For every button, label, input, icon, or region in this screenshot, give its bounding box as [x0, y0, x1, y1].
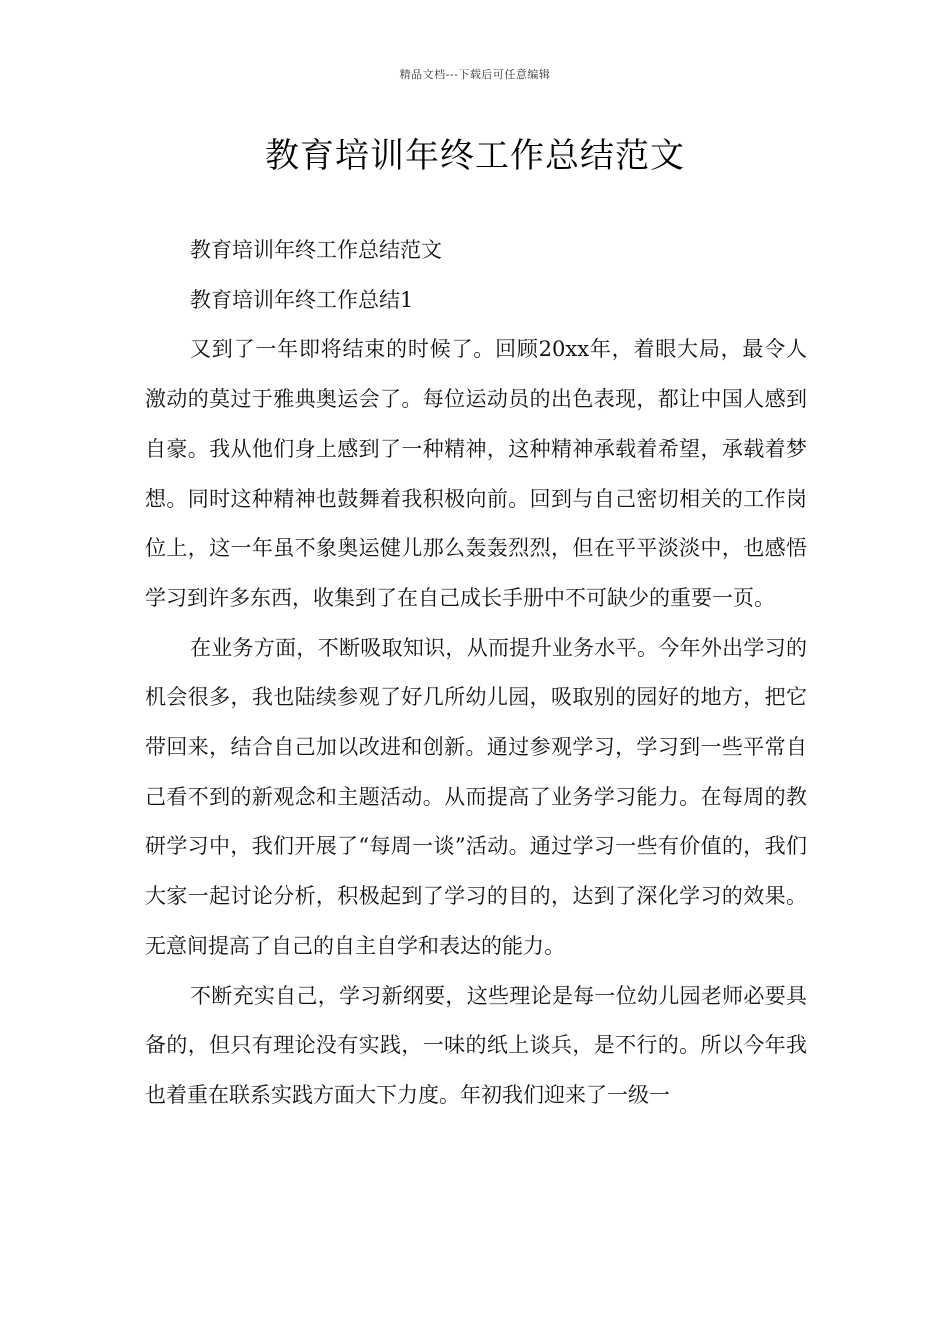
document-title: 教育培训年终工作总结范文 [265, 136, 685, 176]
paragraph-section-heading: 教育培训年终工作总结1 [190, 287, 414, 312]
document-body [145, 226, 807, 1121]
paragraph-practice: 不断充实自己，学习新纲要，这些理论是每一位幼儿园老师必要具备的，但只有理论没有实践，一味的纸上谈兵，是不行的。所以今年我也着重在联系实践方面大下力度。年初我们迎来了一级一 [145, 983, 807, 1107]
paragraph-subtitle: 教育培训年终工作总结范文 [190, 238, 442, 262]
paragraph-business: 在业务方面，不断吸取知识，从而提升业务水平。今年外出学习的机会很多，我也陆续参观了好几所幼儿园，吸取别的园好的地方，把它带回来，结合自己加以改进和创新。通过参观学习，学习到一些平常自己看不到的新观念和主题活动。从而提高了业务学习能力。在每周的教研学习中，我们开展了“每周一谈”活动。通过学习一些有价值的，我们大家一起讨论分析，积极起到了学习的目的，达到了深化学习的效果。无意间提高了自己的自主自学和表达的能力。 [145, 635, 807, 958]
header-note: 精品文档---下载后可任意编辑 [399, 68, 551, 81]
paragraph-intro: 又到了一年即将结束的时候了。回顾20xx年，着眼大局，最令人激动的莫过于雅典奥运会了。每位运动员的出色表现，都让中国人感到自豪。我从他们身上感到了一种精神，这种精神承载着希望，承载着梦想。同时这种精神也鼓舞着我积极向前。回到与自己密切相关的工作岗位上，这一年虽不象奥运健儿那么轰轰烈烈，但在平平淡淡中，也感悟学习到许多东西，收集到了在自己成长手册中不可缺少的重要一页。 [145, 337, 807, 610]
